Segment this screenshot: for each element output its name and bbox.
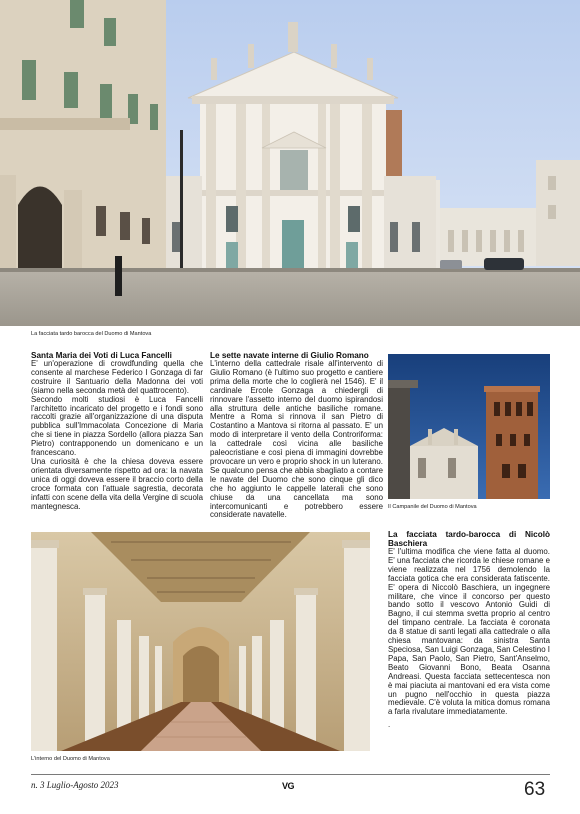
article-left-heading: Santa Maria dei Voti di Luca Fancelli <box>31 351 172 360</box>
interior-caption: L'interno del Duomo di Mantova <box>31 756 110 762</box>
facade-photo <box>0 0 580 326</box>
footer-rule <box>31 774 550 775</box>
magazine-logo: VG <box>282 781 295 791</box>
article-left-paragraph: E' un'operazione di crowdfunding quella che consente al marchese Federico I Gonzaga di far costruire il Santuario della Madonna dei voti (siamo nella seconda metà del quattrocento). <box>31 359 203 395</box>
page-number: 63 <box>524 779 546 800</box>
issue-label: n. 3 Luglio-Agosto 2023 <box>31 780 119 790</box>
article-middle-paragraph: L'interno della cattedrale risale all'intervento di Giulio Romano (è l'ultimo suo progetto e cantiere prima della morte che lo coglierà nel 1546). E' il cardinale Ercole Gonzaga a chiedergli di rinnovare l'assetto interno del duomo ispirandosi alla struttura delle antiche basiliche romane. Mentre a Roma si rinnova il san Pietro di Costantino a Mantova si ritorna al passato. E' un modo di interpretare il vento della Controriforma: la cattedrale così vicina alle basiliche paleocristiane e così piena di immagini dovrebbe provocare un vero e proprio shock in un luterano. Se qualcuno pensa che abbia sbagliato a contare le navate del Duomo che sono cinque gli dico che ho aggiunto le cappelle laterali che sono chiuse da una cancellata ma sono intercomunicanti e potrebbero essere considerate navatelle. <box>210 359 383 520</box>
article-left <box>31 351 203 511</box>
article-left-paragraph: Una curiosità è che la chiesa doveva essere orientata diversamente rispetto ad ora: la navata unica di oggi doveva essere il braccio corto della croce formata con l'attuale sagrestia, decorata infatti con scene della vita della Vergine di scuola mantegnesca. <box>31 456 203 511</box>
article-right-heading: La facciata tardo-barocca di Nicolò Baschiera <box>388 530 550 548</box>
interior-photo <box>31 532 370 751</box>
bell-tower-photo <box>388 354 550 499</box>
article-middle <box>210 351 383 520</box>
article-left-paragraph: Secondo molti studiosi è Luca Fancelli l'architetto incaricato del progetto e i fondi sono raccolti grazie all'organizzazione di una disputa pubblica sull'Immacolata Concezione di Maria che si tiene in piazza Sordello (allora piazza San Pietro) contrapponendo un domenicano e un francescano. <box>31 394 203 458</box>
bell-tower-caption: Il Campanile del Duomo di Mantova <box>388 504 477 510</box>
facade-caption: La facciata tardo barocca del Duomo di Mantova <box>31 331 152 337</box>
article-right <box>388 530 550 730</box>
article-right-paragraph: E' l'ultima modifica che viene fatta al duomo. E' una facciata che ricorda le chiese romane e viene realizzata nel 1756 demolendo la facciata gotica che era considerata fatiscente. E' opera di Niccolò Baschiera, un ingegnere militare, che vince il concorso per questo bando sotto il vescovo Antonio Guidi di Bagno, il cui stemma svetta proprio al centro del timpano centrale. La facciata è coronata da 8 statue di santi legati alla cattedrale o alla chiesa mantovana: da sinistra Santa Speciosa, San Luigi Gonzaga, San Celestino I Papa, San Paolo, San Pietro, Sant'Anselmo, Beato Giovanni Bono, Beata Osanna Andreasi. Questa facciata settecentesca non è mai piaciuta ai mantovani ed era vista come un pugno nell'occhio in questa piazza medievale. C'è voluta la mitica domus romana a farla rivalutare immediatamente. <box>388 547 550 717</box>
article-right-paragraph: . <box>388 720 391 730</box>
article-middle-heading: Le sette navate interne di Giulio Romano <box>210 351 369 360</box>
